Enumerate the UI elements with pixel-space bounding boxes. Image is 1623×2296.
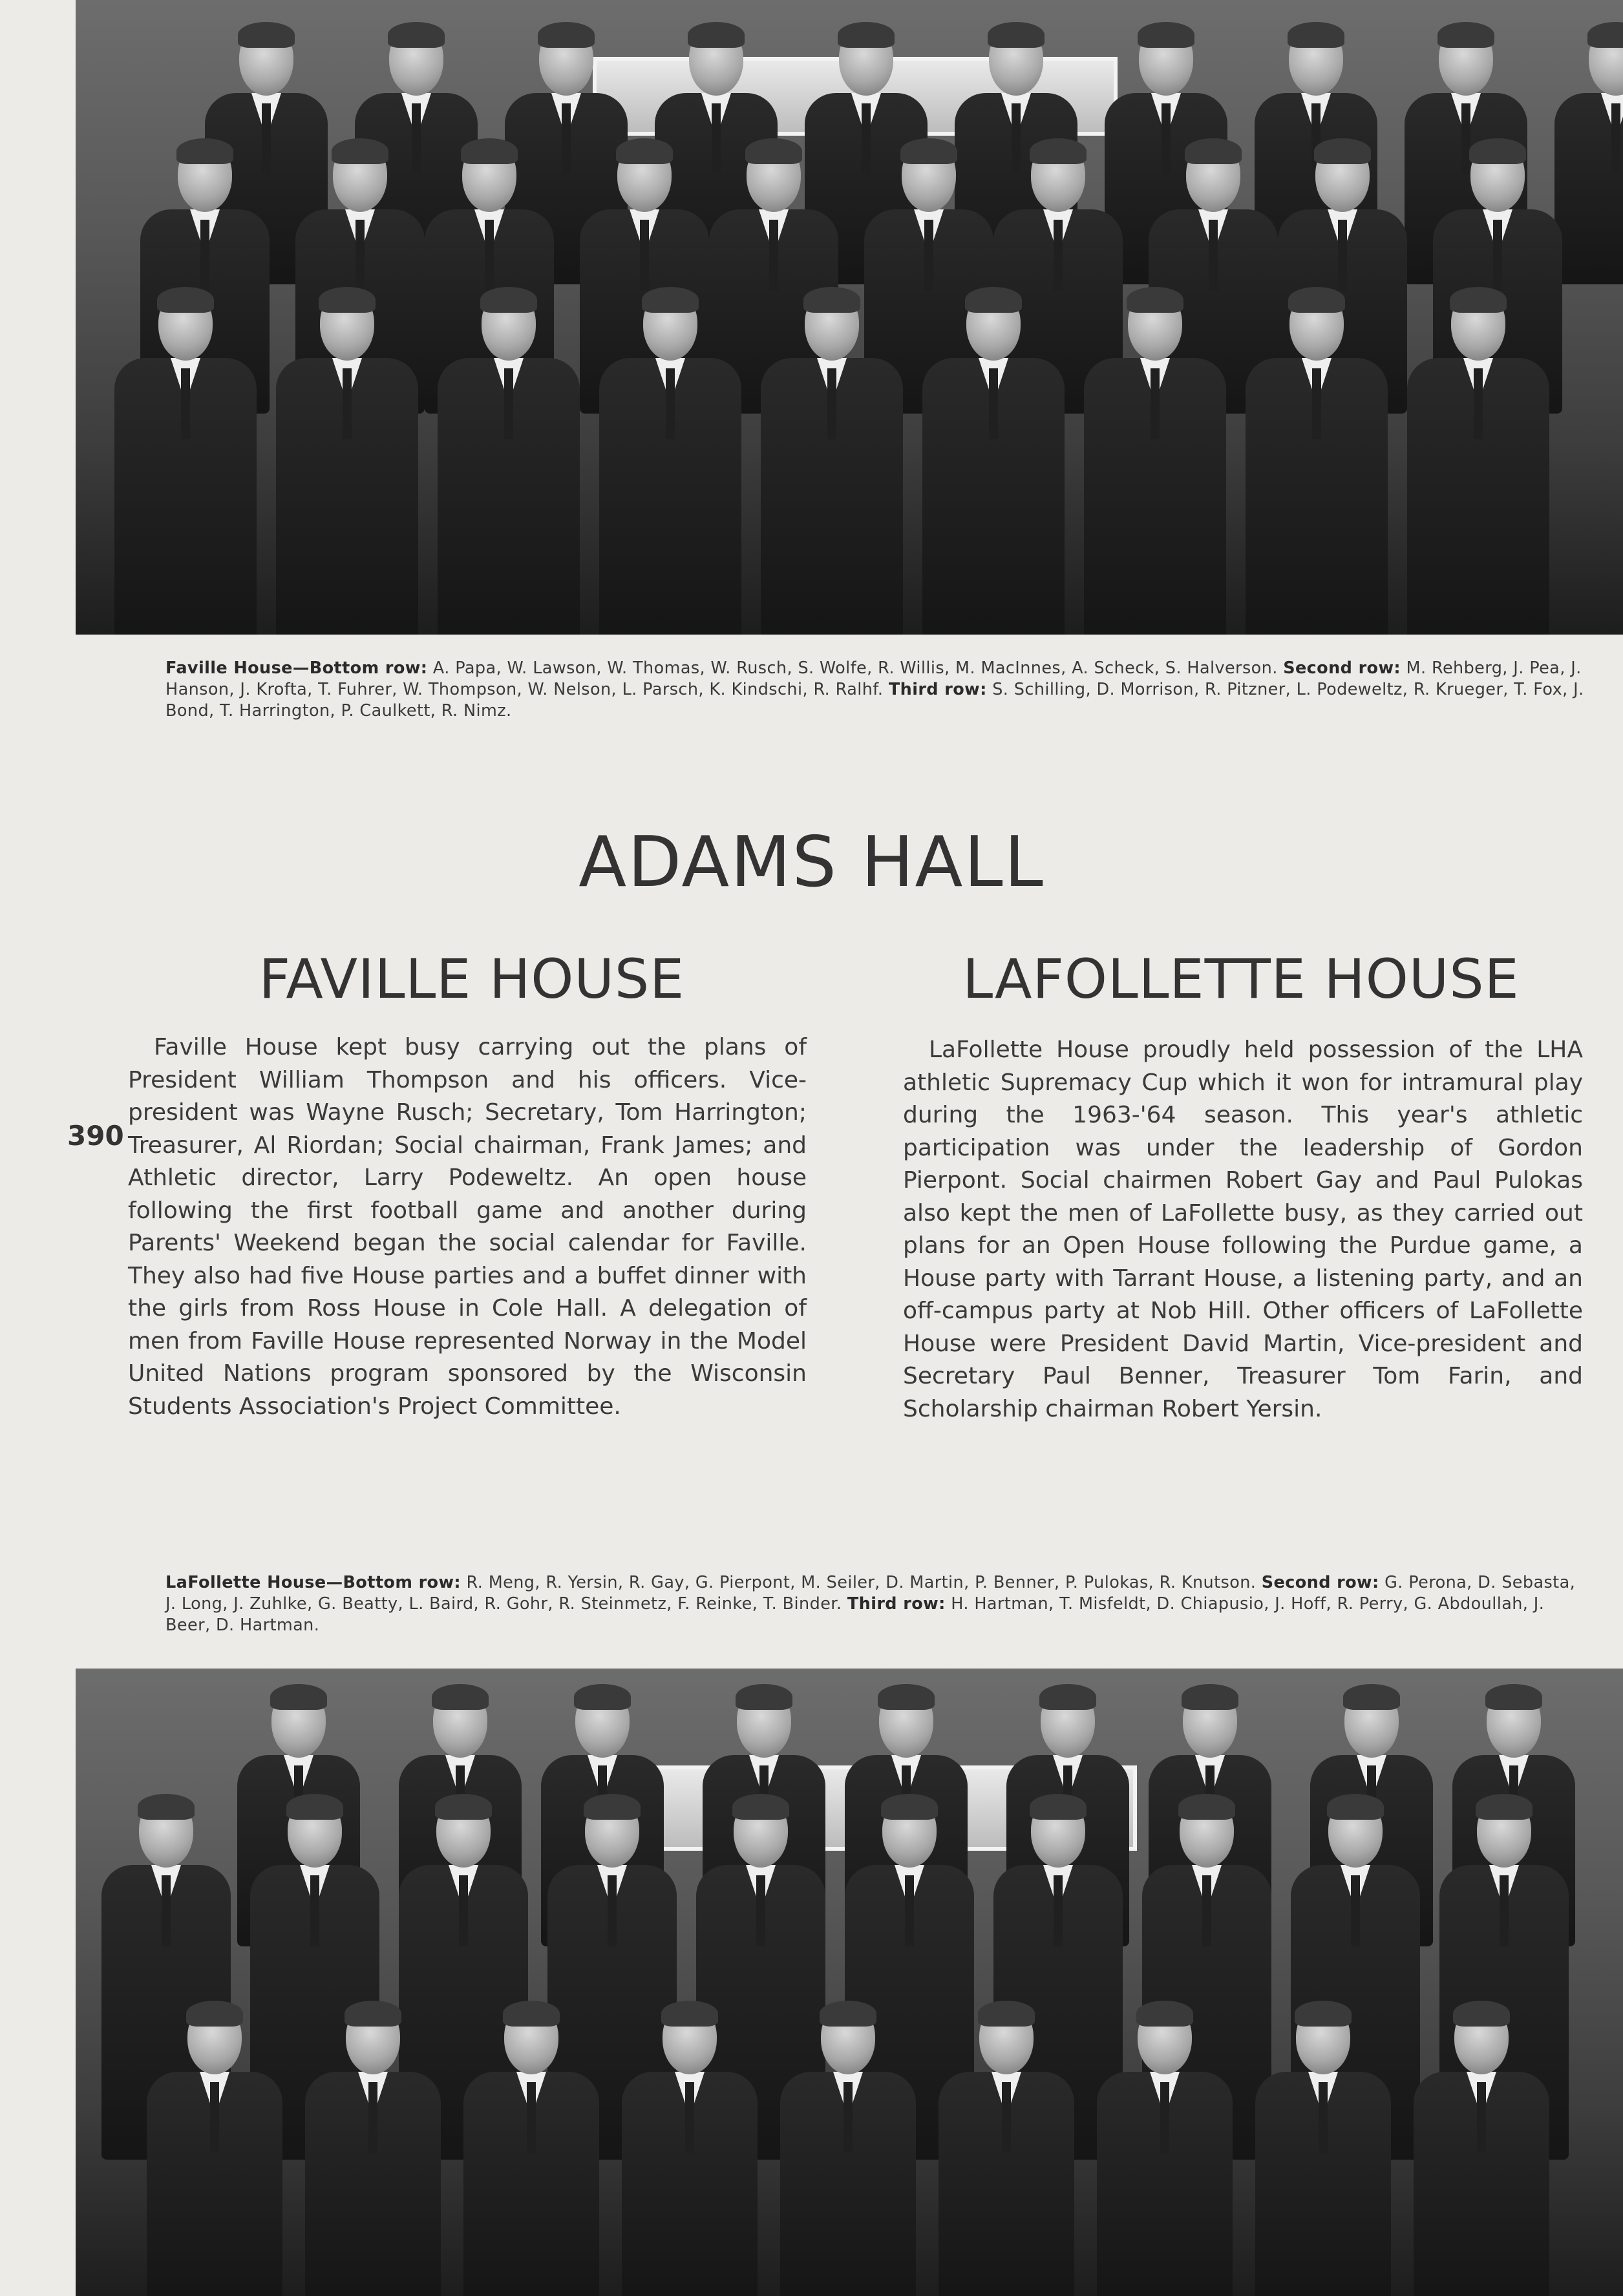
hair	[388, 22, 445, 48]
person-figure	[1255, 2005, 1391, 2296]
person-figure	[922, 291, 1065, 635]
hair	[1288, 22, 1344, 48]
hair	[176, 138, 233, 164]
hair	[616, 138, 673, 164]
hair	[1030, 138, 1087, 164]
necktie	[989, 368, 998, 439]
person-figure	[939, 2005, 1074, 2296]
necktie	[685, 2082, 694, 2153]
person-figure	[276, 291, 418, 635]
person-figure	[147, 2005, 282, 2296]
necktie	[355, 220, 365, 291]
necktie	[1474, 368, 1483, 439]
necktie	[162, 1875, 171, 1946]
person-figure	[438, 291, 580, 635]
caption-third-row: S. Schilling, D. Morrison, R. Pitzner, L. Podeweltz, R. Krueger, T. Fox, J. Bond, T. Harrington, P. Caulkett, R. Nimz.	[165, 680, 1584, 721]
necktie	[562, 103, 571, 174]
hair	[1127, 287, 1183, 313]
hair	[238, 22, 295, 48]
necktie	[756, 1875, 765, 1946]
lafollette-house-title: LAFOLLETTE HOUSE	[962, 947, 1520, 1011]
necktie	[827, 368, 836, 439]
necktie	[1054, 220, 1063, 291]
hair	[878, 1684, 935, 1710]
hair	[1178, 1794, 1235, 1820]
person-figure	[305, 2005, 441, 2296]
hair	[1343, 1684, 1400, 1710]
hair	[1327, 1794, 1384, 1820]
necktie	[343, 368, 352, 439]
hair	[435, 1794, 492, 1820]
necktie	[210, 2082, 219, 2153]
hair	[1030, 1794, 1087, 1820]
hair	[1469, 138, 1526, 164]
caption-bottom-row: R. Meng, R. Yersin, R. Gay, G. Pierpont, M. Seiler, D. Martin, P. Benner, P. Pulokas, R. Knutson.	[461, 1573, 1262, 1592]
necktie	[368, 2082, 377, 2153]
lafollette-body-text: LaFollette House proudly held possession of the LHA athletic Supremacy Cup which it won for intramural play during the 1963-'64 season. This year's athletic participation was under the leadership of Gordon Pierpont. Social chairmen Robert Gay and Paul Pulokas also kept the men of LaFollette busy, as they carried out plans for an Open House following the Purdue game, a House party with Tarrant House, a listening party, and an off-campus party at Nob Hill. Other officers of LaFollette House were President David Martin, Vice-president and Secretary Paul Benner, Treasurer Tom Farin, and Scholarship chairman Robert Yersin.	[903, 1037, 1583, 1422]
hair	[820, 2001, 876, 2027]
hair	[345, 2001, 401, 2027]
hair	[1288, 287, 1345, 313]
necktie	[310, 1875, 319, 1946]
necktie	[1209, 220, 1218, 291]
caption-bottom-row: A. Papa, W. Lawson, W. Thomas, W. Rusch, S. Wolfe, R. Willis, M. MacInnes, A. Scheck, S. Halverson.	[427, 658, 1284, 678]
necktie	[1002, 2082, 1011, 2153]
hair	[270, 1684, 327, 1710]
necktie	[200, 220, 209, 291]
caption-second-label: Second row:	[1261, 1573, 1379, 1592]
hair	[138, 1794, 195, 1820]
necktie	[1160, 2082, 1169, 2153]
hair	[286, 1794, 343, 1820]
hair	[1182, 1684, 1238, 1710]
necktie	[843, 2082, 853, 2153]
hair	[1587, 22, 1623, 48]
hair	[1136, 2001, 1193, 2027]
faville-body-text: Faville House kept busy carrying out the plans of President William Thompson and his officers. Vice-president was Wayne Rusch; Secretary, Tom Harrington; Treasurer, Al Riordan; Social chairman, Frank James; and Athletic director, Larry Podeweltz. An open house following the first football game and another during Parents' Weekend began the social calendar for Faville. They also had five House parties and a buffet dinner with the girls from Ross House in Cole Hall. A delegation of men from Faville House represented Norway in the Model United Nations program sponsored by the Wisconsin Students Association's Project Committee.	[128, 1034, 807, 1420]
necktie	[504, 368, 513, 439]
person-figure	[1097, 2005, 1233, 2296]
person-figure	[761, 291, 903, 635]
person-figure	[780, 2005, 916, 2296]
hair	[988, 22, 1045, 48]
hair	[538, 22, 595, 48]
person-figure	[622, 2005, 758, 2296]
necktie	[181, 368, 190, 439]
hair	[965, 287, 1022, 313]
hair	[1453, 2001, 1510, 2027]
hair	[480, 287, 537, 313]
hair	[978, 2001, 1035, 2027]
necktie	[1319, 2082, 1328, 2153]
necktie	[640, 220, 649, 291]
person-figure	[463, 2005, 599, 2296]
hair	[642, 287, 699, 313]
necktie	[1477, 2082, 1486, 2153]
necktie	[1202, 1875, 1211, 1946]
caption-third-row: H. Hartman, T. Misfeldt, D. Chiapusio, J. Hoff, R. Perry, G. Abdoullah, J. Beer, D. Hartman.	[165, 1594, 1545, 1635]
lafollette-house-photo	[76, 1669, 1623, 2296]
necktie	[608, 1875, 617, 1946]
necktie	[1351, 1875, 1360, 1946]
necktie	[459, 1875, 468, 1946]
necktie	[1338, 220, 1347, 291]
hair	[688, 22, 745, 48]
hair	[881, 1794, 938, 1820]
hair	[1185, 138, 1242, 164]
hair	[900, 138, 957, 164]
person-figure	[599, 291, 741, 635]
hair	[1485, 1684, 1542, 1710]
faville-house-photo	[76, 0, 1623, 635]
necktie	[527, 2082, 536, 2153]
hair	[332, 138, 388, 164]
hair	[838, 22, 895, 48]
caption-second-row: G. Perona, D. Sebasta, J. Long, J. Zuhlke, G. Beatty, L. Baird, R. Gohr, R. Steinmetz, F. Reinke, T. Binder.	[165, 1573, 1576, 1614]
person-figure	[1414, 2005, 1549, 2296]
person-figure	[1554, 26, 1623, 284]
person-figure	[1407, 291, 1549, 635]
caption-second-label: Second row:	[1283, 658, 1401, 678]
faville-photo-caption	[165, 658, 1587, 722]
hair	[584, 1794, 641, 1820]
caption-second-row: M. Rehberg, J. Pea, J. Hanson, J. Krofta, T. Fuhrer, W. Thompson, W. Nelson, L. Parsch, K. Kindschi, R. Ralhf.	[165, 658, 1582, 699]
faville-house-title: FAVILLE HOUSE	[259, 947, 685, 1011]
hair	[157, 287, 214, 313]
person-figure	[1084, 291, 1226, 635]
necktie	[1151, 368, 1160, 439]
page-number: 390	[67, 1120, 124, 1152]
hair	[661, 2001, 718, 2027]
hair	[1476, 1794, 1533, 1820]
necktie	[666, 368, 675, 439]
necktie	[1312, 368, 1321, 439]
caption-lead: Faville House—Bottom row:	[165, 658, 428, 678]
necktie	[769, 220, 778, 291]
hair	[745, 138, 802, 164]
necktie	[1493, 220, 1502, 291]
hair	[1314, 138, 1371, 164]
person-figure	[114, 291, 257, 635]
hair	[1295, 2001, 1352, 2027]
hair	[503, 2001, 560, 2027]
hair	[186, 2001, 243, 2027]
hair	[1138, 22, 1194, 48]
lafollette-photo-caption	[165, 1572, 1587, 1636]
necktie	[485, 220, 494, 291]
necktie	[924, 220, 933, 291]
hair	[803, 287, 860, 313]
hair	[1039, 1684, 1096, 1710]
hair	[732, 1794, 789, 1820]
hair	[432, 1684, 489, 1710]
hair	[736, 1684, 792, 1710]
hair	[319, 287, 376, 313]
necktie	[1500, 1875, 1509, 1946]
hair	[1450, 287, 1507, 313]
hair	[461, 138, 518, 164]
person-figure	[1246, 291, 1388, 635]
necktie	[1054, 1875, 1063, 1946]
caption-lead: LaFollette House—Bottom row:	[165, 1573, 461, 1592]
hair	[574, 1684, 631, 1710]
caption-third-label: Third row:	[847, 1594, 946, 1614]
caption-third-label: Third row:	[888, 680, 987, 699]
necktie	[1611, 103, 1620, 174]
hall-title: ADAMS HALL	[578, 822, 1045, 903]
necktie	[905, 1875, 914, 1946]
hair	[1437, 22, 1494, 48]
